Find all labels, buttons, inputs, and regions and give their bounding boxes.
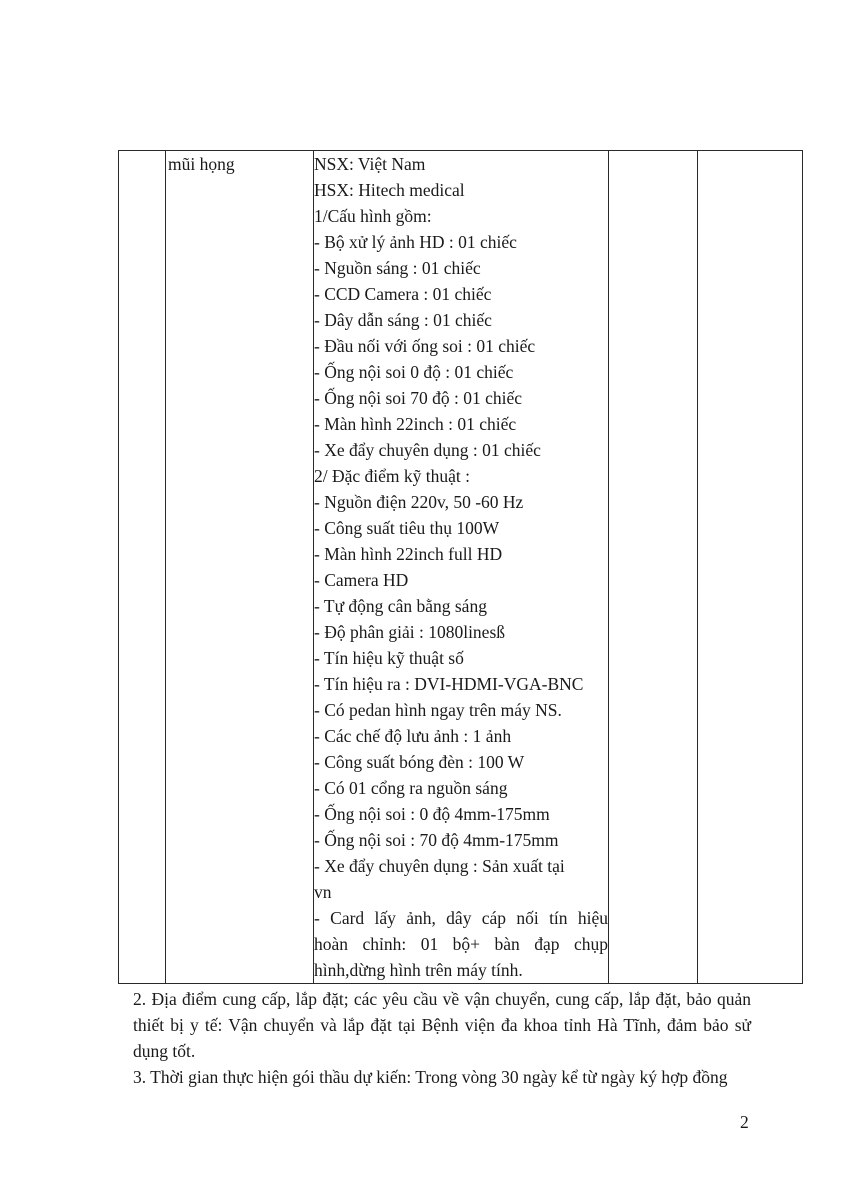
- spec-line: - Ống nội soi : 70 độ 4mm-175mm: [314, 830, 559, 850]
- empty-cell: [698, 151, 803, 984]
- spec-line: - Tín hiệu ra : DVI-HDMI-VGA-BNC: [314, 674, 584, 694]
- spec-line: - CCD Camera : 01 chiếc: [314, 284, 492, 304]
- page-number: 2: [740, 1112, 749, 1132]
- spec-line: - Card lấy ảnh, dây cáp nối tín hiệu: [314, 908, 608, 928]
- spec-line: hoàn chỉnh: 01 bộ+ bàn đạp chụp: [314, 934, 608, 954]
- spec-cell: [314, 151, 609, 984]
- spec-line: vn: [314, 882, 332, 902]
- spec-line: - Độ phân giải : 1080linesß: [314, 622, 506, 642]
- spec-line: - Bộ xử lý ảnh HD : 01 chiếc: [314, 232, 517, 252]
- spec-line: - Có pedan hình ngay trên máy NS.: [314, 700, 562, 720]
- spec-line: - Tín hiệu kỹ thuật số: [314, 648, 464, 668]
- spec-line: - Xe đẩy chuyên dụng : Sản xuất tại: [314, 856, 565, 876]
- table-row: [119, 151, 803, 984]
- spec-line: 2/ Đặc điểm kỹ thuật :: [314, 466, 471, 486]
- paragraph-execution-time: 3. Thời gian thực hiện gói thầu dự kiến: Trong vòng 30 ngày kể từ ngày ký hợp đồng: [133, 1067, 728, 1087]
- spec-line: hình,dừng hình trên máy tính.: [314, 960, 523, 980]
- spec-line: - Camera HD: [314, 570, 409, 590]
- spec-line: HSX: Hitech medical: [314, 180, 465, 200]
- spec-line: - Màn hình 22inch : 01 chiếc: [314, 414, 517, 434]
- equipment-spec-table: [118, 150, 803, 984]
- item-name-cell: [166, 151, 314, 984]
- spec-line: - Các chế độ lưu ảnh : 1 ảnh: [314, 726, 512, 746]
- spec-line: - Xe đẩy chuyên dụng : 01 chiếc: [314, 440, 541, 460]
- spec-line: NSX: Việt Nam: [314, 154, 426, 174]
- item-name: mũi họng: [168, 154, 235, 174]
- spec-line: - Dây dẫn sáng : 01 chiếc: [314, 310, 492, 330]
- spec-line: - Công suất bóng đèn : 100 W: [314, 752, 525, 772]
- spec-lines: [314, 151, 608, 983]
- paragraph-delivery-location: 2. Địa điểm cung cấp, lắp đặt; các yêu cầu về vận chuyển, cung cấp, lắp đặt, bảo quản thiết bị y tế: Vận chuyển và lắp đặt tại Bệnh viện đa khoa tỉnh Hà Tĩnh, đảm bảo sử dụng tốt.: [133, 989, 751, 1061]
- spec-line: - Ống nội soi 0 độ : 01 chiếc: [314, 362, 514, 382]
- spec-line: 1/Cấu hình gồm:: [314, 206, 432, 226]
- spec-line: - Tự động cân bằng sáng: [314, 596, 487, 616]
- index-cell: [119, 151, 166, 984]
- spec-line: - Có 01 cổng ra nguồn sáng: [314, 778, 508, 798]
- spec-line: - Màn hình 22inch full HD: [314, 544, 503, 564]
- spec-line: - Nguồn sáng : 01 chiếc: [314, 258, 481, 278]
- spec-line: - Đầu nối với ống soi : 01 chiếc: [314, 336, 536, 356]
- spec-line: - Công suất tiêu thụ 100W: [314, 518, 500, 538]
- spec-line: - Ống nội soi 70 độ : 01 chiếc: [314, 388, 523, 408]
- spec-line: - Nguồn điện 220v, 50 -60 Hz: [314, 492, 524, 512]
- empty-cell: [609, 151, 698, 984]
- spec-line: - Ống nội soi : 0 độ 4mm-175mm: [314, 804, 550, 824]
